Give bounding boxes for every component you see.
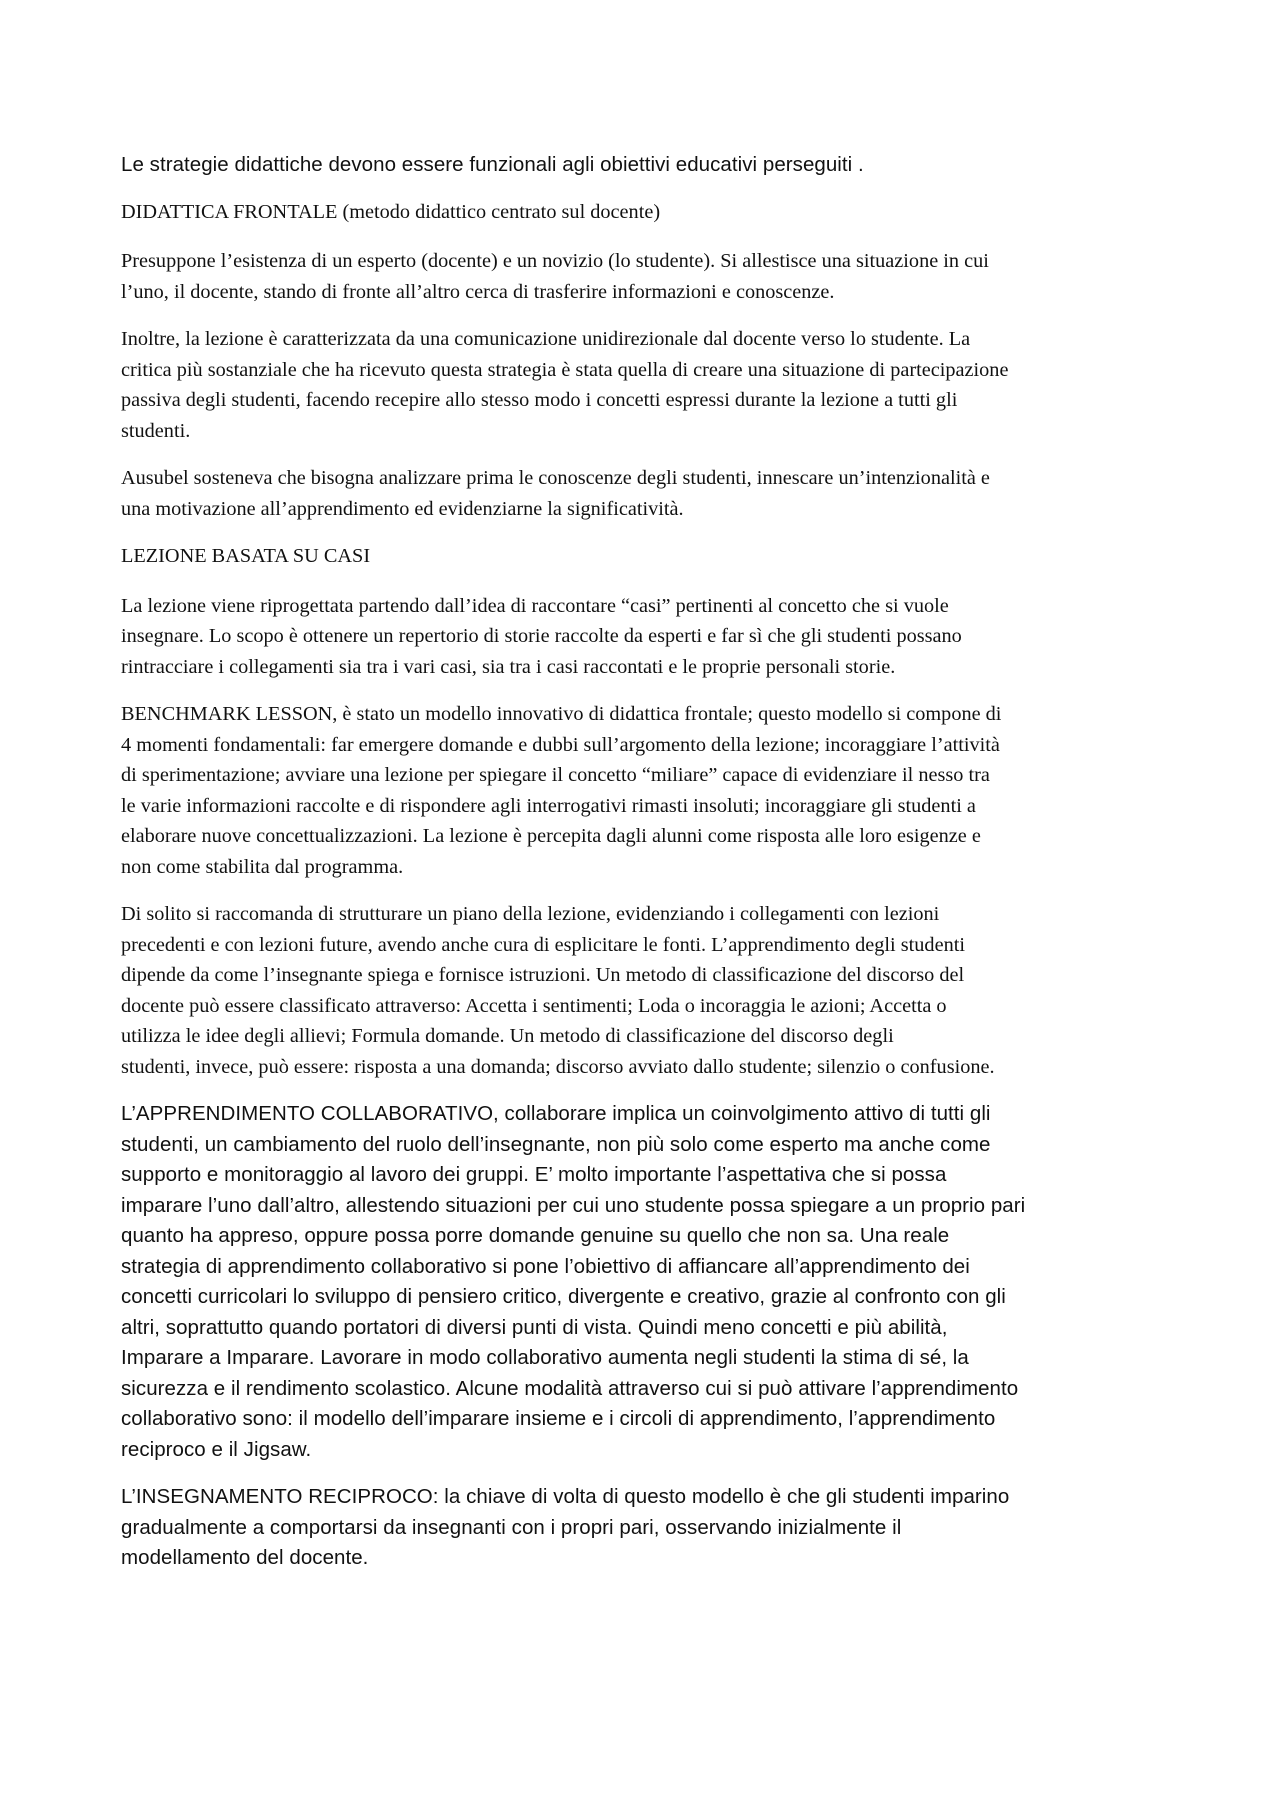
paragraph-ausubel: Ausubel sosteneva che bisogna analizzare prima le conoscenze degli studenti, innescare un’intenzionalità e una motivazione all’apprendimento ed evidenziarne la significatività. [121,467,990,520]
paragraph-apprendimento-collaborativo: L’APPRENDIMENTO COLLABORATIVO, collaborare implica un coinvolgimento attivo di tutti gli studenti, un cambiamento del ruolo dell’insegnante, non più solo come esperto ma anche come supporto e monitoraggio al lavoro dei gruppi. E’ molto importante l’aspettativa che si possa imparare l’uno dall’altro, allestendo situazioni per cui uno studente possa spiegare a un proprio pari quanto ha appreso, oppure possa porre domande genuine su quello che non sa. Una reale strategia di apprendimento collaborativo si pone l’obiettivo di affiancare all’apprendimento dei concetti curricolari lo sviluppo di pensiero critico, divergente e creativo, grazie al confronto con gli altri, soprattutto quando portatori di diversi punti di vista. Quindi meno concetti e più abilità, Imparare a Imparare. Lavorare in modo collaborativo aumenta negli studenti la stima di sé, la sicurezza e il rendimento scolastico. Alcune modalità attraverso cui si può attivare l’apprendimento collaborativo sono: il modello dell’imparare insieme e i circoli di apprendimento, l’apprendimento reciproco e il Jigsaw. [121,1102,1026,1461]
paragraph-benchmark-lesson: BENCHMARK LESSON, è stato un modello innovativo di didattica frontale; questo modello si compone di 4 momenti fondamentali: far emergere domande e dubbi sull’argomento della lezione; incoraggiare l’attività di sperimentazione; avviare una lezione per spiegare il concetto “miliare” capace di evidenziare il nesso tra le varie informazioni raccolte e di rispondere agli interrogativi rimasti insoluti; incoraggiare gli studenti a elaborare nuove concettualizzazioni. La lezione è percepita dagli alunni come risposta alle loro esigenze e non come stabilita dal programma. [121,703,1002,878]
paragraph-didattica-frontale-criticism: Inoltre, la lezione è caratterizzata da una comunicazione unidirezionale dal docente verso lo studente. La critica più sostanziale che ha ricevuto questa strategia è stata quella di creare una situazione di partecipazione passiva degli studenti, facendo recepire allo stesso modo i concetti espressi durante la lezione a tutti gli studenti. [121,328,1009,442]
paragraph-lezione-casi: La lezione viene riprogettata partendo dall’idea di raccontare “casi” pertinenti al concetto che si vuole insegnare. Lo scopo è ottenere un repertorio di storie raccolte da esperti e far sì che gli studenti possano rintracciare i collegamenti sia tra i vari casi, sia tra i casi raccontati e le proprie personali storie. [121,594,962,678]
paragraph-piano-lezione: Di solito si raccomanda di strutturare un piano della lezione, evidenziando i collegamenti con lezioni precedenti e con lezioni future, avendo anche cura di esplicitare le fonti. L’apprendimento degli studenti dipende da come l’insegnante spiega e fornisce istruzioni. Un metodo di classificazione del discorso del docente può essere classificato attraverso: Accetta i sentimenti; Loda o incoraggia le azioni; Accetta o utilizza le idee degli allievi; Formula domande. Un metodo di classificazione del discorso degli studenti, invece, può essere: risposta a una domanda; discorso avviato dallo studente; silenzio o confusione. [121,903,995,1078]
paragraph-insegnamento-reciproco: L’INSEGNAMENTO RECIPROCO: la chiave di volta di questo modello è che gli studenti imparino gradualmente a comportarsi da insegnanti con i propri pari, osservando inizialmente il modellamento del docente. [121,1485,1010,1569]
intro-paragraph: Le strategie didattiche devono essere funzionali agli obiettivi educativi perseguiti . [121,153,864,176]
paragraph-didattica-frontale-definition: Presuppone l’esistenza di un esperto (docente) e un novizio (lo studente). Si allestisce una situazione in cui l’uno, il docente, stando di fronte all’altro cerca di trasferire informazioni e conoscenze. [121,250,989,303]
heading-lezione-basata-su-casi: LEZIONE BASATA SU CASI [121,545,371,567]
heading-didattica-frontale: DIDATTICA FRONTALE (metodo didattico centrato sul docente) [121,200,661,223]
document-body [121,150,1166,1591]
